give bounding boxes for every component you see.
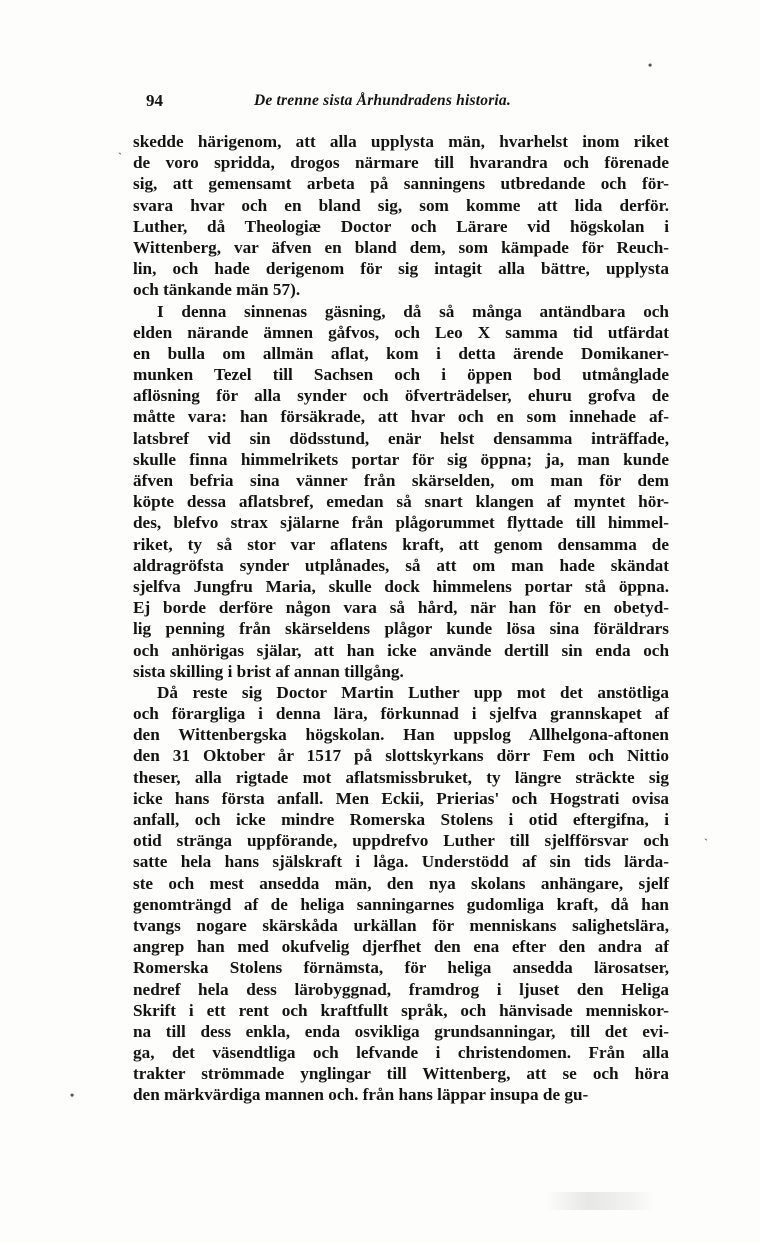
page-number: 94 <box>146 91 163 110</box>
margin-tick-mark: ` <box>118 150 122 164</box>
text-line: den märkvärdiga mannen och. från hans läppar insupa de gu- <box>133 1085 589 1105</box>
library-stamp-watermark <box>545 1192 655 1210</box>
text-line: den 31 Oktober år 1517 på slottskyrkans dörr Fem och Nittio <box>133 746 669 766</box>
text-line: sig, att gemensamt arbeta på sanningens utbredande och för- <box>133 174 669 194</box>
text-line: lin, och hade derigenom för sig intagit alla bättre, upplysta <box>133 259 669 279</box>
text-line: theser, alla rigtade mot aflatsmissbruket, ty längre sträckte sig <box>133 767 669 787</box>
text-line: des, blefvo strax själarne från plågorummet flyttade till himmel- <box>133 513 669 533</box>
text-line: angrep han med okufvelig djerfhet den ena efter den andra af <box>133 937 669 957</box>
text-line: Romerska Stolens förnämsta, för heliga ansedda lärosatser, <box>133 958 669 978</box>
margin-tick-mark: ` <box>704 836 708 850</box>
text-line: sjelfva Jungfru Maria, skulle dock himmelens portar stå öppna. <box>133 576 669 596</box>
paragraph <box>133 131 669 301</box>
text-line: Då reste sig Doctor Martin Luther upp mot det anstötliga <box>157 682 669 702</box>
text-line: aldragröfsta synder utplånades, så att om man hade skändat <box>133 555 669 575</box>
text-line: munken Tezel till Sachsen och i öppen bod utmånglade <box>133 365 669 385</box>
text-line: Luther, då Theologiæ Doctor och Lärare vid högskolan i <box>133 216 669 236</box>
text-line: måtte vara: han försäkrade, att hvar och en som innehade af- <box>133 407 669 427</box>
text-line: otid stränga uppförande, uppdrefvo Luther till sjelfförsvar och <box>133 831 669 851</box>
text-line: och förargliga i denna lära, förkunnad i sjelfva grannskapet af <box>133 704 669 724</box>
text-line: skulle finna himmelrikets portar för sig öppna; ja, man kunde <box>133 449 669 469</box>
text-line: ste och mest ansedda män, den nya skolans anhängare, sjelf <box>133 873 669 893</box>
body-text <box>133 131 669 1106</box>
text-line: icke hans första anfall. Men Eckii, Prierias' och Hogstrati ovisa <box>133 788 669 808</box>
running-title: De trenne sista Århundradens historia. <box>254 92 511 109</box>
text-line: aflösning för alla synder och öfverträdelser, ehuru grofva de <box>133 386 669 406</box>
text-line: Ej borde derföre någon vara så hård, när han för en obetyd- <box>133 598 669 618</box>
text-line: ga, det väsendtliga och lefvande i christendomen. Från alla <box>133 1043 669 1063</box>
paragraph <box>133 301 669 682</box>
text-line: trakter strömmade ynglingar till Wittenberg, att se och höra <box>133 1064 669 1084</box>
page-header <box>146 91 674 115</box>
text-line: elden närande ämnen gåfvos, och Leo X samma tid utfärdat <box>133 322 669 342</box>
text-line: skedde härigenom, att alla upplysta män, hvarhelst inom riket <box>133 132 669 151</box>
text-line: sista skilling i brist af annan tillgång. <box>133 661 404 681</box>
text-line: och anhörigas själar, att han icke använde dertill sin enda och <box>133 640 669 660</box>
text-line: Wittenberg, var äfven en bland dem, som kämpade för Reuch- <box>133 237 669 257</box>
text-line: lig penning från skärseldens plågor kunde lösa sina föräldrars <box>133 619 669 639</box>
stray-dot-mark: • <box>648 58 653 72</box>
text-line: Skrift i ett rent och kraftfullt språk, och hänvisade menniskor- <box>133 1000 669 1020</box>
text-line: de voro spridda, drogos närmare till hvarandra och förenade <box>133 153 669 173</box>
text-line: genomträngd af de heliga sanningarnes gudomliga kraft, då han <box>133 894 669 914</box>
text-line: och tänkande män 57). <box>133 280 301 300</box>
text-line: riket, ty så stor var aflatens kraft, att genom densamma de <box>133 534 669 554</box>
margin-dot-mark: • <box>70 1088 75 1102</box>
text-line: den Wittenbergska högskolan. Han uppslog Allhelgona-aftonen <box>133 725 669 745</box>
text-line: en bulla om allmän aflat, kom i detta ärende Domikaner- <box>133 343 669 363</box>
text-line: tvangs nogare skärskåda urkällan för menniskans salighetslära, <box>133 915 669 935</box>
text-line: latsbref vid sin dödsstund, enär helst densamma inträffade, <box>133 428 669 448</box>
text-line: svara hvar och en bland sig, som komme att lida derför. <box>133 195 669 215</box>
paragraph <box>133 682 669 1106</box>
text-line: anfall, och icke mindre Romerska Stolens i otid eftergifna, i <box>133 810 669 829</box>
text-line: nedref hela dess lärobyggnad, framdrog i ljuset den Heliga <box>133 979 669 999</box>
text-line: äfven befria sina vänner från skärselden, om man för dem <box>133 471 669 490</box>
text-line: köpte dessa aflatsbref, emedan så snart klangen af myntet hör- <box>133 492 669 512</box>
text-line: na till dess enkla, enda osvikliga grundsanningar, till det evi- <box>133 1021 669 1041</box>
text-line: satte hela hans själskraft i låga. Understödd af sin tids lärda- <box>133 852 669 872</box>
text-line: I denna sinnenas gäsning, då så många antändbara och <box>157 301 669 321</box>
